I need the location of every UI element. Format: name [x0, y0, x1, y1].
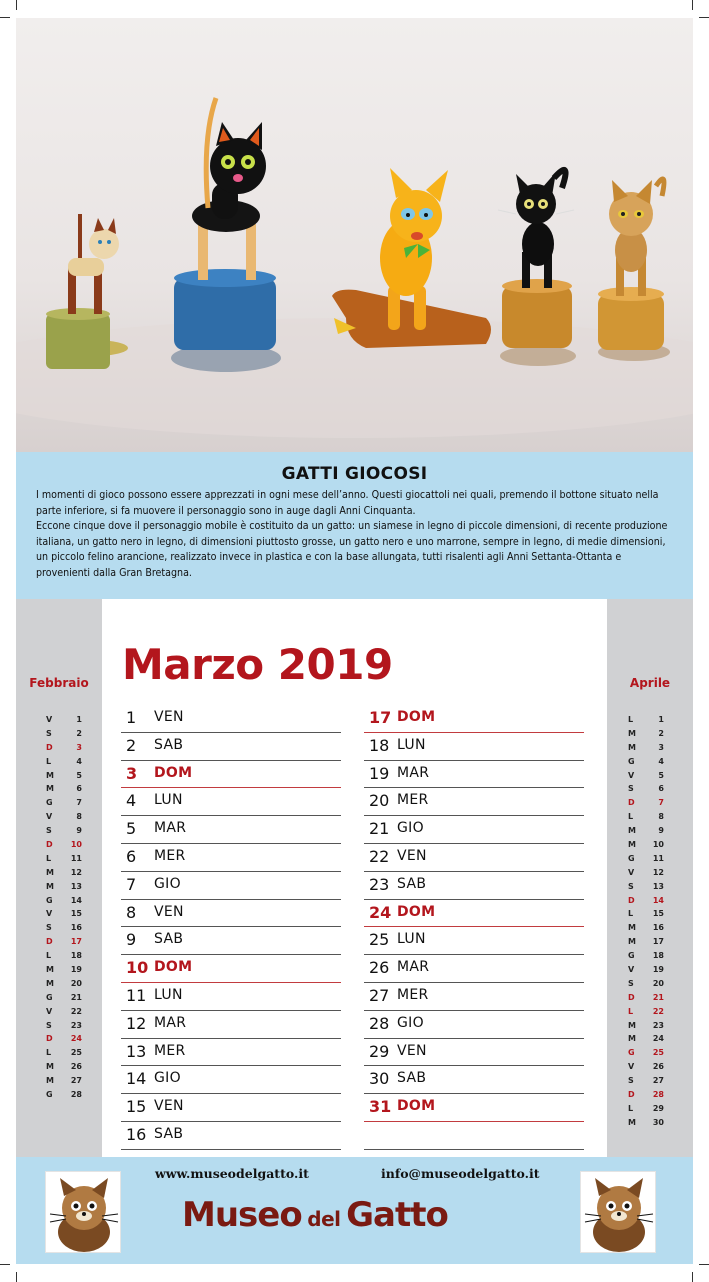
mini-weekday: D	[628, 1090, 635, 1100]
mini-day-row	[607, 1034, 693, 1048]
crop-mark	[0, 1264, 10, 1265]
mini-day-row	[16, 868, 102, 882]
mini-day-number: 5	[76, 770, 82, 780]
day-row	[121, 1011, 341, 1039]
mini-day-number: 18	[652, 951, 664, 961]
logo-word-del: del	[307, 1207, 341, 1231]
mini-weekday: M	[628, 937, 636, 947]
day-row	[121, 1039, 341, 1067]
mini-day-row	[607, 965, 693, 979]
mini-day-number: 16	[652, 923, 664, 933]
museo-del-gatto-logo	[182, 1195, 522, 1255]
crop-mark	[16, 1272, 17, 1282]
mini-day-row	[607, 1076, 693, 1090]
mini-day-row	[607, 715, 693, 729]
day-name: MER	[397, 986, 429, 1003]
day-name: DOM	[154, 959, 193, 976]
email-link[interactable]: info@museodelgatto.it	[381, 1166, 540, 1181]
mini-day-number: 9	[658, 826, 664, 836]
mini-day-row	[16, 1007, 102, 1021]
mini-day-row	[16, 743, 102, 757]
mini-day-number: 23	[652, 1020, 664, 1030]
mini-day-number: 1	[658, 715, 664, 724]
mini-day-row	[16, 826, 102, 840]
day-number: 23	[369, 874, 390, 894]
mini-day-number: 15	[652, 909, 664, 919]
mini-weekday: L	[46, 853, 52, 863]
day-row	[364, 955, 584, 983]
mini-weekday: L	[628, 715, 634, 724]
mini-day-number: 21	[70, 992, 82, 1002]
crochet-cat-image	[580, 1171, 656, 1253]
mini-weekday: G	[628, 756, 635, 766]
mini-day-row	[607, 909, 693, 923]
mini-day-row	[16, 840, 102, 854]
mini-day-row	[607, 1090, 693, 1104]
mini-weekday: L	[46, 1048, 52, 1058]
mini-day-number: 12	[70, 867, 82, 877]
mini-day-number: 26	[652, 1062, 664, 1072]
day-row	[364, 872, 584, 900]
mini-weekday: G	[628, 951, 635, 961]
day-row	[121, 1066, 341, 1094]
day-name: DOM	[397, 903, 436, 920]
mini-weekday: M	[46, 1062, 54, 1072]
mini-day-row	[16, 1076, 102, 1090]
mini-day-number: 25	[652, 1048, 664, 1058]
mini-day-number: 6	[658, 784, 664, 794]
mini-day-number: 3	[658, 742, 664, 752]
mini-weekday: L	[628, 909, 634, 919]
day-name: MAR	[397, 959, 430, 976]
day-name: VEN	[154, 1098, 184, 1115]
footer-band	[16, 1157, 693, 1264]
mini-day-number: 16	[70, 923, 82, 933]
day-number: 11	[126, 985, 147, 1005]
mini-day-number: 28	[70, 1090, 82, 1100]
day-name: MAR	[154, 820, 187, 837]
mini-weekday: M	[628, 1034, 636, 1044]
mini-day-number: 21	[652, 992, 664, 1002]
day-row	[121, 983, 341, 1011]
mini-day-row	[16, 854, 102, 868]
mini-weekday: D	[628, 798, 635, 808]
day-number: 10	[126, 958, 149, 978]
day-number: 12	[126, 1013, 147, 1033]
mini-day-number: 13	[652, 881, 664, 891]
mini-day-row	[607, 854, 693, 868]
day-name: SAB	[154, 736, 184, 753]
mini-day-number: 11	[70, 853, 82, 863]
day-name: VEN	[154, 903, 184, 920]
logo-word-gatto: Gatto	[346, 1195, 448, 1235]
mini-day-number: 3	[76, 742, 82, 752]
mini-day-row	[16, 812, 102, 826]
logo-word-museo: Museo	[182, 1195, 302, 1235]
next-month-column	[607, 599, 693, 1157]
website-link[interactable]: www.museodelgatto.it	[155, 1166, 309, 1181]
mini-day-row	[16, 993, 102, 1007]
day-number: 3	[126, 763, 138, 783]
day-name: GIO	[154, 1070, 181, 1087]
mini-day-row	[607, 826, 693, 840]
mini-day-number: 10	[652, 840, 664, 850]
mini-day-number: 11	[652, 853, 664, 863]
mini-day-number: 8	[76, 812, 82, 822]
mini-day-row	[607, 771, 693, 785]
day-number: 14	[126, 1069, 147, 1089]
mini-weekday: S	[46, 826, 52, 836]
mini-day-number: 1	[76, 715, 82, 724]
mini-weekday: V	[628, 770, 635, 780]
mini-day-number: 7	[658, 798, 664, 808]
day-number: 19	[369, 763, 390, 783]
mini-day-number: 2	[76, 728, 82, 738]
mini-day-row	[607, 868, 693, 882]
day-number: 29	[369, 1041, 390, 1061]
mini-weekday: V	[46, 812, 53, 822]
mini-day-row	[16, 1048, 102, 1062]
crop-mark	[16, 0, 17, 10]
mini-day-number: 19	[70, 965, 82, 975]
mini-weekday: V	[46, 1006, 53, 1016]
mini-day-number: 8	[658, 812, 664, 822]
mini-day-number: 13	[70, 881, 82, 891]
description-paragraph-1: I momenti di gioco possono essere apprezzati in ogni mese dell’anno. Questi giocattoli nei quali, premendo il bottone situato nella parte inferiore, si fa muovere il personaggio sono in auge dagli Anni Cinquanta.	[36, 489, 659, 517]
day-row	[121, 788, 341, 816]
previous-month-days	[16, 715, 102, 1104]
day-name: LUN	[397, 736, 426, 753]
mini-weekday: G	[46, 1090, 53, 1100]
next-month-title: Aprile	[629, 676, 671, 690]
mini-day-number: 9	[76, 826, 82, 836]
mini-weekday: G	[46, 992, 53, 1002]
day-number: 21	[369, 819, 390, 839]
day-row	[364, 1039, 584, 1067]
day-number: 22	[369, 846, 390, 866]
mini-day-row	[16, 1034, 102, 1048]
mini-day-number: 27	[652, 1076, 664, 1086]
mini-day-row	[607, 979, 693, 993]
mini-day-row	[607, 729, 693, 743]
day-row	[364, 983, 584, 1011]
next-month-days	[607, 715, 693, 1132]
mini-day-row	[16, 757, 102, 771]
day-row	[364, 733, 584, 761]
day-name: LUN	[397, 931, 426, 948]
day-number: 25	[369, 930, 390, 950]
mini-day-row	[16, 715, 102, 729]
mini-day-number: 26	[70, 1062, 82, 1072]
crop-mark	[692, 0, 693, 10]
day-row	[121, 761, 341, 789]
day-row	[364, 844, 584, 872]
mini-day-number: 27	[70, 1076, 82, 1086]
description-band	[16, 452, 693, 599]
day-name: GIO	[397, 1014, 424, 1031]
mini-day-row	[16, 965, 102, 979]
mini-weekday: S	[628, 1076, 634, 1086]
day-name: DOM	[154, 764, 193, 781]
mini-day-number: 28	[652, 1090, 664, 1100]
mini-weekday: D	[46, 840, 53, 850]
mini-day-number: 10	[70, 840, 82, 850]
day-number: 13	[126, 1041, 147, 1061]
mini-day-number: 18	[70, 951, 82, 961]
day-number: 5	[126, 819, 137, 839]
mini-weekday: M	[628, 826, 636, 836]
mini-day-number: 20	[652, 978, 664, 988]
day-name: LUN	[154, 792, 183, 809]
mini-day-row	[16, 882, 102, 896]
mini-day-row	[16, 1021, 102, 1035]
mini-day-row	[607, 923, 693, 937]
mini-weekday: M	[46, 978, 54, 988]
mini-weekday: S	[46, 923, 52, 933]
mini-weekday: V	[46, 715, 53, 724]
mini-day-number: 12	[652, 867, 664, 877]
mini-day-row	[16, 937, 102, 951]
mini-day-row	[16, 729, 102, 743]
day-name: DOM	[397, 709, 436, 725]
mini-day-row	[607, 896, 693, 910]
mini-weekday: M	[628, 742, 636, 752]
mini-weekday: M	[46, 1076, 54, 1086]
day-row	[121, 816, 341, 844]
mini-weekday: M	[46, 965, 54, 975]
day-name: SAB	[154, 931, 184, 948]
day-name: MAR	[154, 1014, 187, 1031]
crochet-cat-image	[45, 1171, 121, 1253]
day-name: SAB	[397, 1070, 427, 1087]
mini-weekday: L	[628, 1103, 634, 1113]
mini-day-row	[16, 896, 102, 910]
day-number: 8	[126, 902, 137, 922]
mini-day-number: 24	[652, 1034, 664, 1044]
day-name: MER	[154, 847, 186, 864]
day-number: 2	[126, 735, 137, 755]
mini-day-row	[607, 1021, 693, 1035]
day-number: 6	[126, 846, 137, 866]
mini-weekday: M	[628, 923, 636, 933]
day-name: LUN	[154, 986, 183, 1003]
day-row	[364, 1094, 584, 1122]
mini-weekday: S	[628, 978, 634, 988]
day-name: VEN	[397, 1042, 427, 1059]
day-number: 28	[369, 1013, 390, 1033]
mini-day-row	[16, 979, 102, 993]
mini-weekday: M	[628, 1020, 636, 1030]
mini-weekday: S	[628, 881, 634, 891]
day-name: MER	[154, 1042, 186, 1059]
mini-weekday: D	[628, 895, 635, 905]
mini-weekday: M	[628, 840, 636, 850]
day-row	[364, 788, 584, 816]
mini-weekday: G	[46, 798, 53, 808]
mini-day-row	[16, 1062, 102, 1076]
day-name: SAB	[397, 875, 427, 892]
mini-day-row	[607, 951, 693, 965]
mini-day-row	[607, 1007, 693, 1021]
mini-day-row	[607, 798, 693, 812]
mini-day-row	[607, 993, 693, 1007]
mini-weekday: M	[46, 867, 54, 877]
mini-weekday: G	[628, 853, 635, 863]
mini-weekday: M	[628, 1117, 636, 1127]
day-row	[364, 761, 584, 789]
day-row	[121, 872, 341, 900]
day-name: VEN	[397, 847, 427, 864]
mini-weekday: V	[628, 1062, 635, 1072]
mini-day-number: 24	[70, 1034, 82, 1044]
mini-day-row	[607, 784, 693, 798]
mini-day-row	[607, 757, 693, 771]
crop-mark	[699, 1264, 709, 1265]
empty-row	[364, 1122, 584, 1150]
day-row	[364, 1011, 584, 1039]
day-number: 18	[369, 735, 390, 755]
mini-day-row	[607, 1104, 693, 1118]
crop-mark	[0, 17, 10, 18]
day-number: 31	[369, 1097, 392, 1117]
mini-day-number: 29	[652, 1103, 664, 1113]
mini-weekday: G	[628, 1048, 635, 1058]
mini-day-number: 20	[70, 978, 82, 988]
day-name: GIO	[154, 875, 181, 892]
mini-weekday: G	[46, 895, 53, 905]
day-number: 15	[126, 1097, 147, 1117]
month-title: Marzo 2019	[122, 640, 393, 689]
day-row	[121, 844, 341, 872]
mini-weekday: D	[46, 937, 53, 947]
description-title: GATTI GIOCOSI	[281, 464, 428, 484]
mini-day-row	[16, 771, 102, 785]
mini-weekday: M	[46, 770, 54, 780]
day-row	[121, 705, 341, 733]
mini-day-row	[16, 798, 102, 812]
day-row	[364, 1066, 584, 1094]
mini-weekday: D	[46, 742, 53, 752]
mini-day-row	[16, 784, 102, 798]
mini-day-row	[607, 743, 693, 757]
mini-day-row	[607, 937, 693, 951]
mini-weekday: M	[46, 881, 54, 891]
day-number: 16	[126, 1124, 147, 1144]
mini-day-number: 4	[658, 756, 664, 766]
mini-day-number: 2	[658, 728, 664, 738]
day-row	[121, 900, 341, 928]
mini-day-number: 25	[70, 1048, 82, 1058]
day-number: 17	[369, 708, 392, 727]
mini-day-row	[607, 840, 693, 854]
day-row	[121, 1094, 341, 1122]
day-row	[364, 705, 584, 733]
month-days-column-left	[121, 705, 341, 1150]
mini-day-row	[607, 1062, 693, 1076]
mini-day-number: 22	[652, 1006, 664, 1016]
mini-weekday: L	[46, 951, 52, 961]
mini-day-row	[607, 1048, 693, 1062]
day-name: DOM	[397, 1098, 436, 1115]
mini-weekday: S	[46, 1020, 52, 1030]
mini-weekday: M	[46, 784, 54, 794]
mini-weekday: V	[628, 867, 635, 877]
mini-weekday: S	[628, 784, 634, 794]
mini-weekday: M	[628, 728, 636, 738]
mini-day-row	[607, 882, 693, 896]
mini-day-number: 4	[76, 756, 82, 766]
mini-day-number: 5	[658, 770, 664, 780]
description-paragraph-2: Eccone cinque dove il personaggio mobile è costituito da un gatto: un siamese in legno di piccole dimensioni, di recente produzione italiana, un gatto nero in legno, di dimensioni piuttosto grosse, un gatto nero e uno marrone, sempre in legno, di medie dimensioni, un piccolo felino arancione, realizzato invece in plastica e con la base allungata, tutti risalenti agli Anni Settanta-Ottanta e provenienti dalla Gran Bretagna.	[36, 520, 668, 579]
mini-day-row	[16, 951, 102, 965]
day-name: VEN	[154, 709, 184, 725]
day-row	[121, 927, 341, 955]
day-number: 27	[369, 985, 390, 1005]
crop-mark	[699, 17, 709, 18]
day-row	[121, 955, 341, 983]
mini-day-row	[16, 1090, 102, 1104]
mini-day-number: 14	[652, 895, 664, 905]
mini-day-number: 7	[76, 798, 82, 808]
cat-toys-photo	[16, 18, 693, 452]
month-days-column-right	[364, 705, 584, 1150]
mini-day-row	[607, 1118, 693, 1132]
mini-day-number: 6	[76, 784, 82, 794]
mini-day-number: 17	[70, 937, 82, 947]
mini-day-number: 23	[70, 1020, 82, 1030]
mini-day-number: 22	[70, 1006, 82, 1016]
day-row	[364, 927, 584, 955]
crop-mark	[692, 1272, 693, 1282]
day-name: SAB	[154, 1125, 184, 1142]
day-row	[121, 733, 341, 761]
day-number: 26	[369, 958, 390, 978]
day-number: 4	[126, 791, 137, 811]
mini-day-number: 19	[652, 965, 664, 975]
mini-day-number: 14	[70, 895, 82, 905]
mini-day-row	[16, 923, 102, 937]
day-row	[364, 900, 584, 928]
previous-month-column	[16, 599, 102, 1157]
mini-weekday: V	[628, 965, 635, 975]
day-name: MER	[397, 792, 429, 809]
day-name: GIO	[397, 820, 424, 837]
day-row	[364, 816, 584, 844]
day-number: 24	[369, 902, 392, 922]
day-name: MAR	[397, 764, 430, 781]
mini-day-row	[16, 909, 102, 923]
mini-day-number: 17	[652, 937, 664, 947]
mini-weekday: S	[46, 728, 52, 738]
mini-weekday: L	[46, 756, 52, 766]
day-number: 20	[369, 791, 390, 811]
day-number: 9	[126, 930, 137, 950]
mini-day-number: 30	[652, 1117, 664, 1127]
day-row	[121, 1122, 341, 1150]
mini-weekday: D	[46, 1034, 53, 1044]
day-number: 30	[369, 1069, 390, 1089]
mini-day-number: 15	[70, 909, 82, 919]
day-number: 1	[126, 708, 137, 727]
mini-day-row	[607, 812, 693, 826]
mini-weekday: D	[628, 992, 635, 1002]
mini-weekday: V	[46, 909, 53, 919]
mini-weekday: L	[628, 1006, 634, 1016]
previous-month-title: Febbraio	[29, 676, 89, 690]
mini-weekday: L	[628, 812, 634, 822]
day-number: 7	[126, 874, 137, 894]
